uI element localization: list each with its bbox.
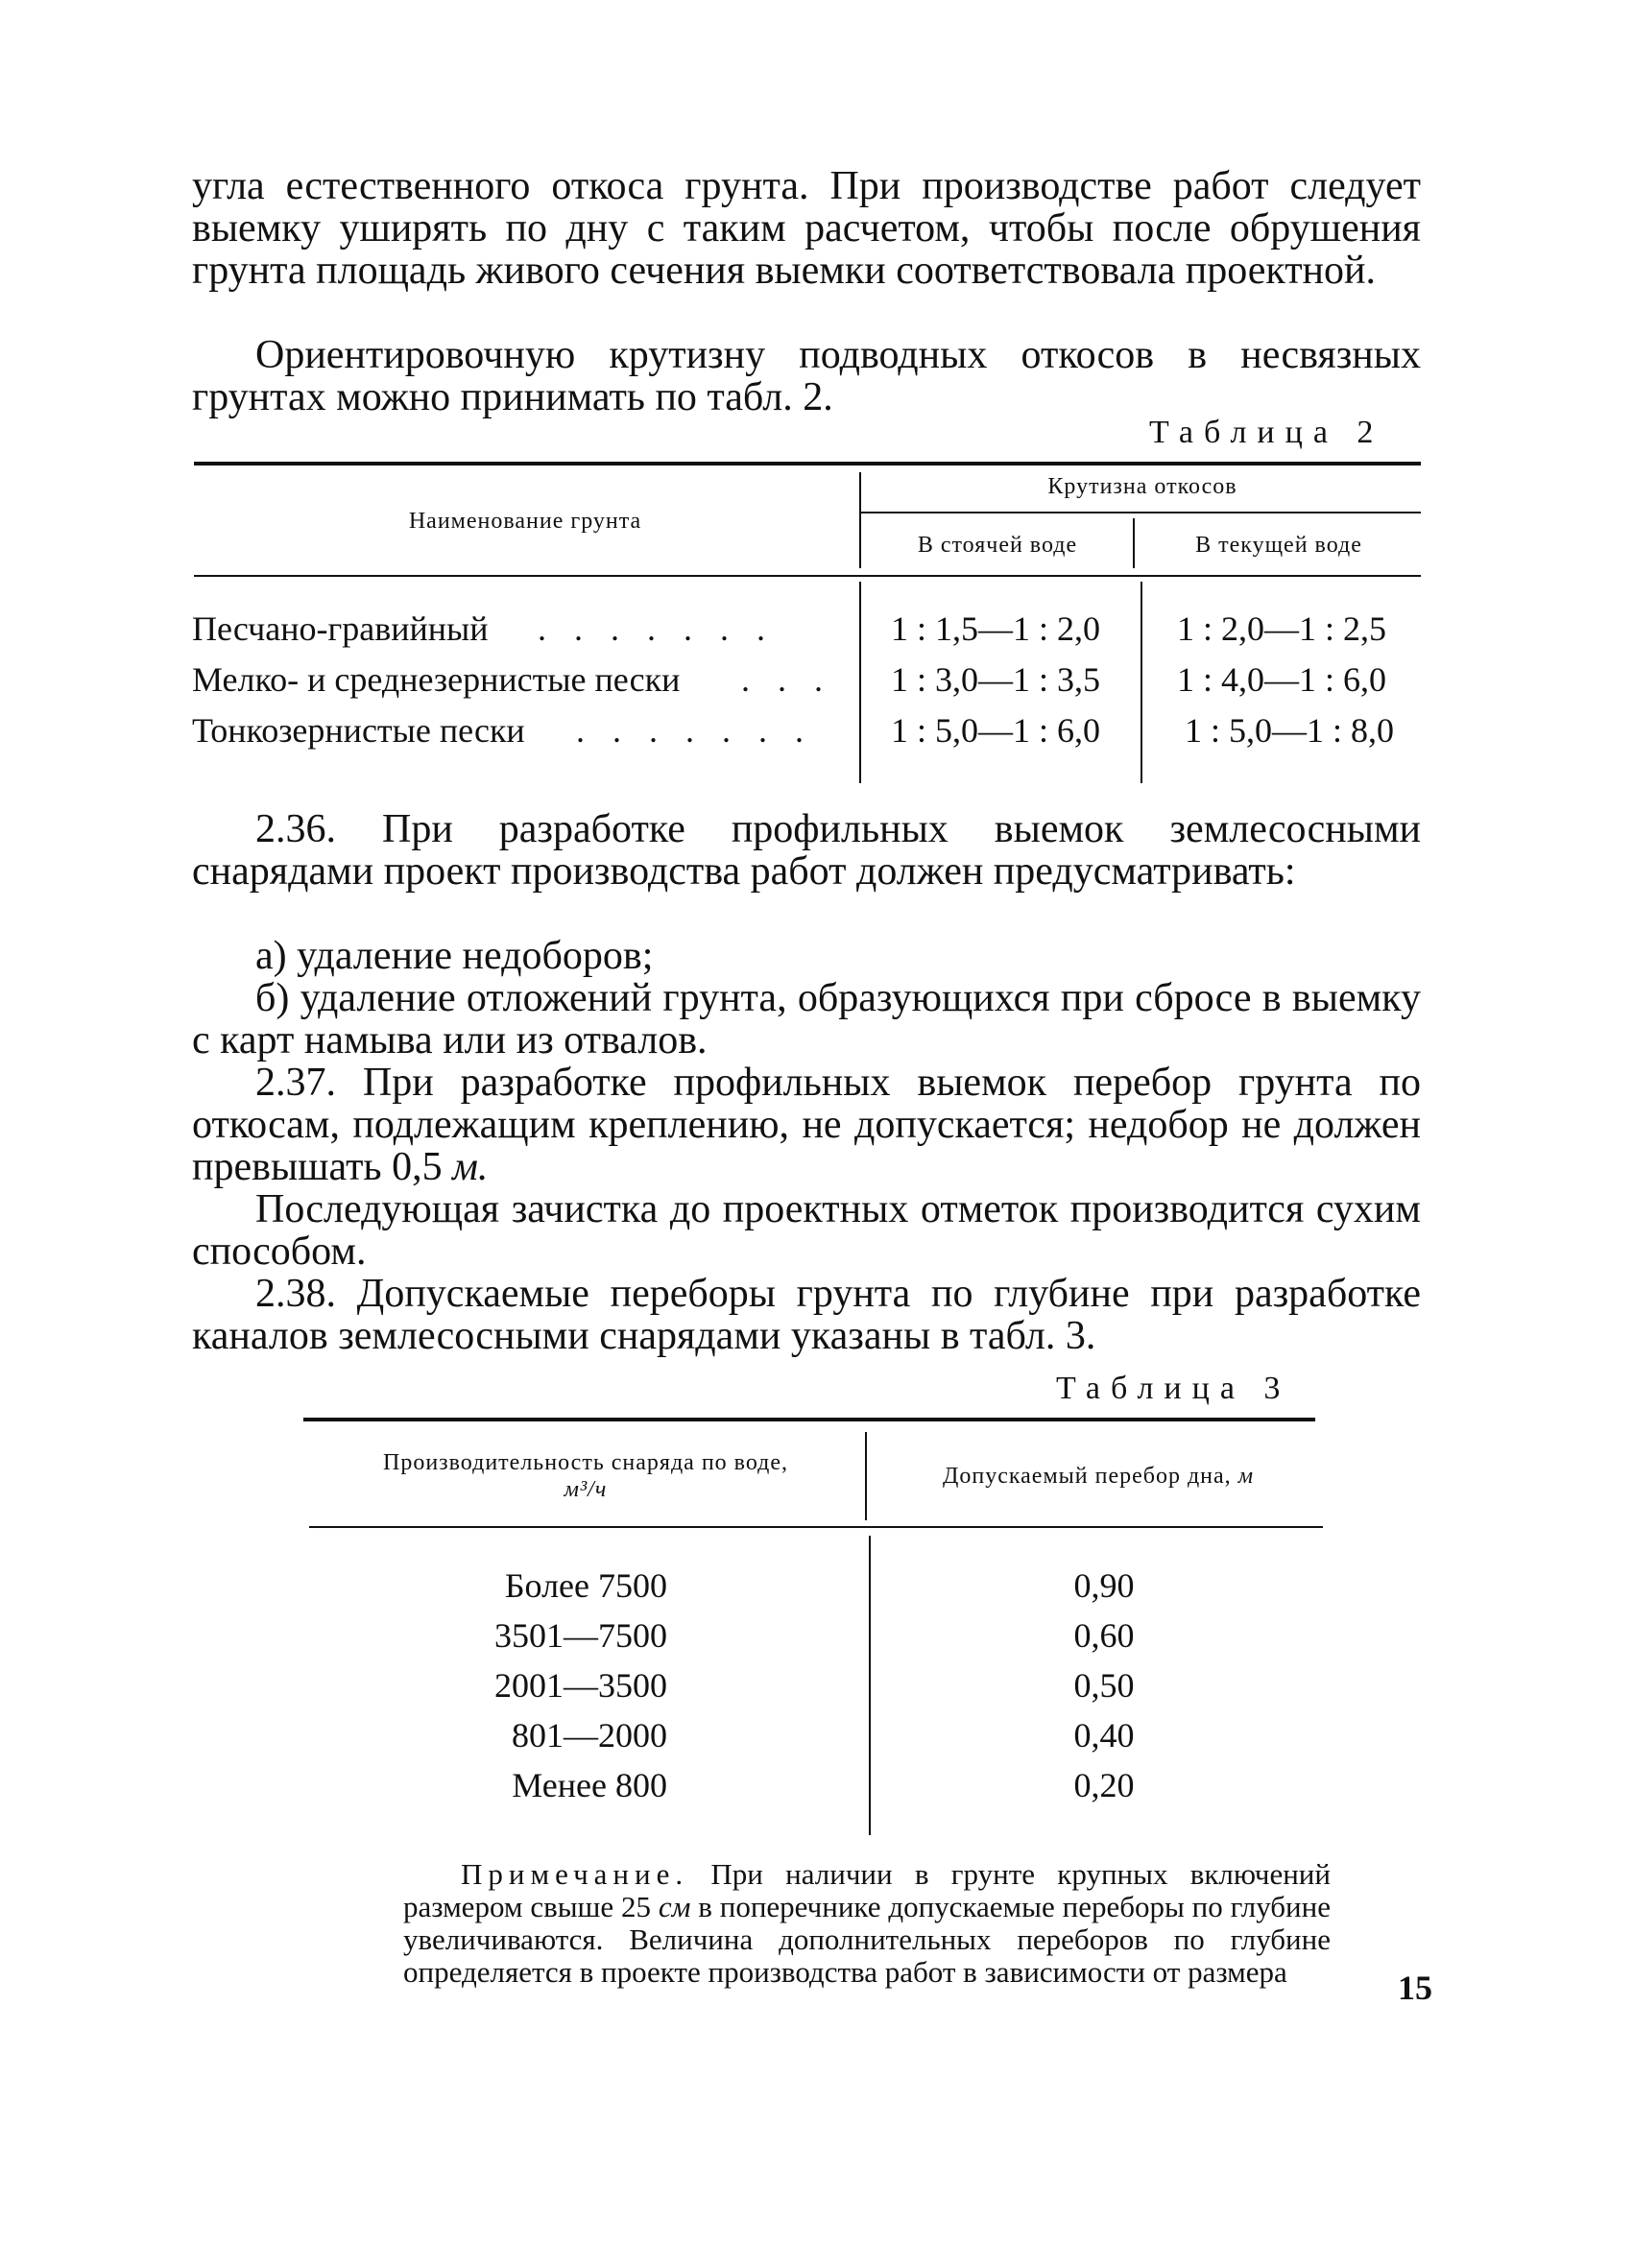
table3-header-divider	[865, 1432, 867, 1520]
paragraph-table2-reference: Ориентировочную крутизну подводных откосов в несвязных грунтах можно принимать по табл. 2.	[192, 333, 1421, 419]
table2-header-still: В стоячей воде	[917, 533, 1078, 558]
section-2-36-item-b: б) удаление отложений грунта, образующихся при сбросе в выемку с карт намыва или из отвалов.	[192, 976, 1421, 1062]
table3-header-rule	[309, 1526, 1323, 1528]
table2-row-flow: 1 : 2,0—1 : 2,5	[1177, 609, 1387, 648]
table2-row-soil: Тонкозернистые пески	[192, 711, 525, 750]
section-2-36-intro: 2.36. При разработке профильных выемок землесосными снарядами проект производства работ должен предусматривать:	[192, 807, 1421, 894]
table3-header-capacity	[317, 1449, 854, 1503]
table2-header-name: Наименование грунта	[408, 509, 642, 534]
section-2-37-text: 2.37. При разработке профильных выемок перебор грунта по откосам, подлежащим креплению, не допускается; недобор не должен превышать 0,5	[192, 1061, 1421, 1189]
section-2-38: 2.38. Допускаемые переборы грунта по глубине при разработке каналов землесосными снарядами указаны в табл. 3.	[192, 1272, 1421, 1358]
note-text-start: При наличии в грунте крупных включений размером свыше 25	[403, 1857, 1331, 1923]
table2-header-rule	[194, 575, 1421, 577]
table3-header-overcut-text: Допускаемый перебор дна,	[942, 1464, 1232, 1489]
table2-header-flow: В текущей воде	[1195, 533, 1362, 558]
table3-header-overcut-unit: м	[1237, 1464, 1255, 1489]
table3-row-capacity: 801—2000	[512, 1716, 667, 1755]
table2-group-rule	[861, 512, 1421, 513]
table3-row-overcut: 0,50	[1073, 1666, 1135, 1705]
table2-row-soil: Мелко- и среднезернистые пески	[192, 660, 681, 699]
table2-row-soil: Песчано-гравийный	[192, 609, 489, 648]
table2-subheader-divider	[1133, 518, 1135, 568]
table3-note	[403, 1858, 1331, 1989]
table3-row-capacity: Более 7500	[504, 1566, 667, 1605]
table2-top-rule	[194, 462, 1421, 466]
paragraph-continuation: угла естественного откоса грунта. При производстве работ следует выемку уширять по дну с таким расчетом, чтобы после обрушения грунта площадь живого сечения выемки соответствовала проектной.	[192, 164, 1421, 293]
table2-row-still: 1 : 1,5—1 : 2,0	[891, 609, 1101, 648]
section-2-37-follow: Последующая зачистка до проектных отметок производится сухим способом.	[192, 1187, 1421, 1274]
table2-row-still: 1 : 3,0—1 : 3,5	[891, 660, 1101, 699]
page-number: 15	[1398, 1969, 1432, 2007]
table2-row-leader: . . . . . . .	[538, 609, 775, 648]
note-unit: см	[658, 1890, 691, 1923]
table2-body-divider-2	[1141, 582, 1142, 783]
table3-row-capacity: 3501—7500	[494, 1616, 667, 1655]
table2-row-leader: . . . . . . .	[576, 711, 813, 750]
table3-row-overcut: 0,60	[1073, 1616, 1135, 1655]
table3-header-overcut	[874, 1464, 1323, 1490]
table2-row-flow: 1 : 4,0—1 : 6,0	[1177, 660, 1387, 699]
table2-caption: Таблица 2	[1149, 415, 1384, 450]
table3-header-capacity-text: Производительность снаряда по воде,	[382, 1450, 788, 1475]
table3-header-capacity-unit: м³/ч	[564, 1477, 608, 1502]
section-2-37-unit: м.	[452, 1145, 489, 1189]
table2-header-divider	[859, 472, 861, 568]
table3-row-overcut: 0,40	[1073, 1716, 1135, 1755]
table2-row-flow: 1 : 5,0—1 : 8,0	[1185, 711, 1395, 750]
note-text-end: в поперечнике допускаемые переборы по глубине увеличиваются. Величина дополнительных переборов по глубине определяется в проекте производства работ в зависимости от размера	[403, 1890, 1331, 1989]
table3-body-divider	[869, 1536, 871, 1835]
section-2-37-main	[192, 1062, 1421, 1188]
note-label: Примечание.	[461, 1857, 689, 1891]
table3-caption: Таблица 3	[1056, 1371, 1291, 1406]
section-2-36-item-a: а) удаление недоборов;	[255, 934, 654, 978]
table3-row-capacity: Менее 800	[512, 1766, 667, 1804]
table2-row-still: 1 : 5,0—1 : 6,0	[891, 711, 1101, 750]
table2-header-group: Крутизна откосов	[1047, 474, 1237, 499]
table3-row-capacity: 2001—3500	[494, 1666, 667, 1705]
table3-top-rule	[303, 1418, 1315, 1421]
table2-body-divider-1	[859, 582, 861, 783]
table2-row-leader: . . .	[741, 660, 832, 699]
table3-row-overcut: 0,20	[1073, 1766, 1135, 1804]
table3-row-overcut: 0,90	[1073, 1566, 1135, 1605]
